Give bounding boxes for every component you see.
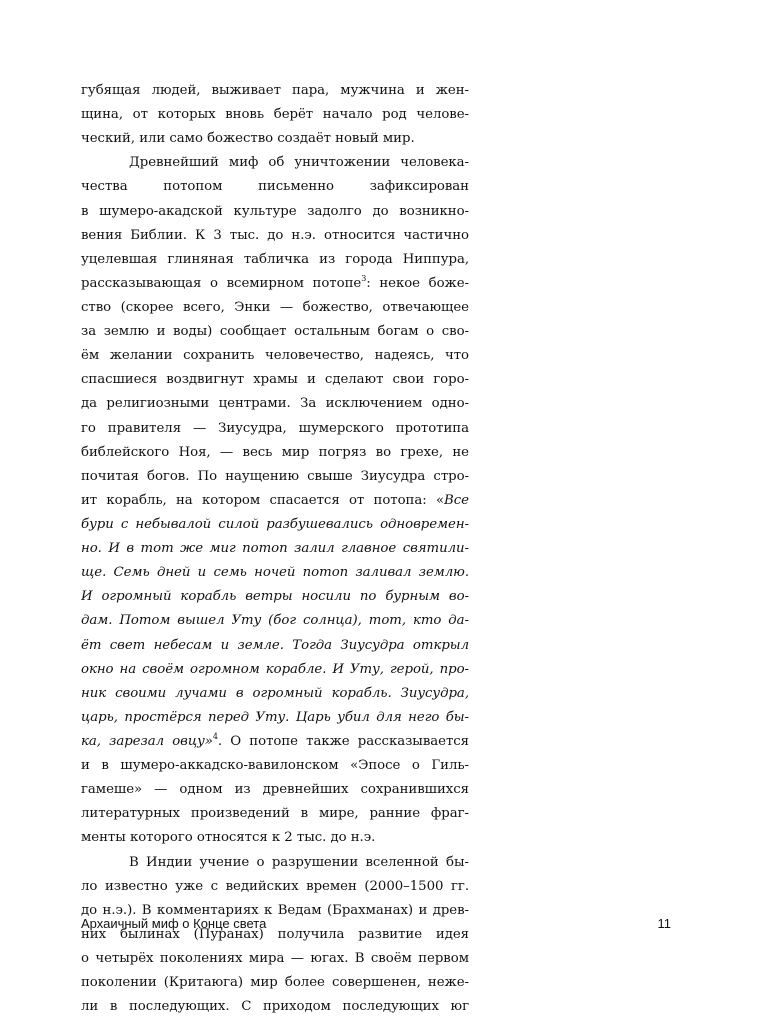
text-line <box>81 441 469 465</box>
line-text: . О потопе также рассказывается <box>218 734 469 749</box>
line-text: в шумеро-акадской культуре задолго до возникно- <box>81 204 469 219</box>
text-line <box>81 151 469 175</box>
line-text: и в шумеро-аккадско-вавилонском «Эпосе о Гиль- <box>81 758 469 773</box>
text-line <box>81 392 469 416</box>
text-line <box>81 224 469 248</box>
text-line <box>81 248 469 272</box>
line-text: И огромный корабль ветры носили по бурным во- <box>81 589 469 604</box>
text-line <box>81 658 469 682</box>
text-line <box>81 706 469 730</box>
line-text: литературных произведений в мире, ранние фраг- <box>81 806 469 821</box>
body-text <box>81 79 469 1019</box>
line-text: рассказывающая о всемирном потопе <box>81 276 361 291</box>
text-line <box>81 320 469 344</box>
text-line <box>81 368 469 392</box>
line-text: ческий, или само божество создаёт новый мир. <box>81 131 415 146</box>
line-text: Древнейший миф об уничтожении человека- <box>129 155 469 170</box>
line-text: ще. Семь дней и семь ночей потоп заливал землю. <box>81 565 469 580</box>
text-line <box>81 200 469 224</box>
line-text: о четырёх поколениях мира — югах. В своём первом <box>81 951 469 966</box>
text-line <box>81 995 469 1019</box>
text-line <box>81 344 469 368</box>
line-text: : некое боже- <box>366 276 469 291</box>
text-line <box>81 417 469 441</box>
text-line <box>81 947 469 971</box>
text-line <box>81 79 469 103</box>
running-title: Архаичный миф о Конце света <box>81 916 266 931</box>
text-line <box>81 851 469 875</box>
text-line <box>81 609 469 633</box>
text-line <box>81 127 469 151</box>
line-text: поколении (Критаюга) мир более совершенен, нeже- <box>81 975 469 990</box>
paragraph <box>81 151 469 850</box>
text-line <box>81 682 469 706</box>
line-text: гамеше» — одном из древнейших сохранившихся <box>81 782 469 797</box>
line-text: В Индии учение о разрушении вселенной бы- <box>129 855 469 870</box>
text-line <box>81 971 469 995</box>
line-text: до н.э.). В комментариях к Ведам (Брахманах) и древ- <box>81 903 469 918</box>
line-text: го правителя — Зиусудра, шумерского прототипа <box>81 421 469 436</box>
line-text: почитая богов. По наущению свыше Зиусудра стро- <box>81 469 469 484</box>
line-text: ли в последующих. С приходом последующих юг <box>81 999 469 1014</box>
footnote-marker[interactable]: 3 <box>361 274 366 283</box>
text-line <box>81 561 469 585</box>
line-text: ёт свет небесам и земле. Тогда Зиусудра открыл <box>81 638 469 653</box>
line-text: вения Библии. К 3 тыс. до н.э. относится частично <box>81 228 469 243</box>
text-line <box>81 489 469 513</box>
line-text: да религиозными центрами. За исключением одно- <box>81 396 469 411</box>
line-text: ит корабль, на котором спасается от потопа: « <box>81 493 444 508</box>
text-line <box>81 296 469 320</box>
line-text: щина, от которых вновь берёт начало род челове- <box>81 107 469 122</box>
text-line <box>81 175 469 199</box>
footnote-marker[interactable]: 4 <box>213 732 218 741</box>
line-text: ник своими лучами в огромный корабль. Зиусудра, <box>81 686 469 701</box>
line-text: дам. Потом вышел Уту (бог солнца), тот, кто да- <box>81 613 469 628</box>
text-line <box>81 875 469 899</box>
line-text: спасшиеся воздвигнут храмы и сделают свои горо- <box>81 372 469 387</box>
line-text: окно на своём огромном корабле. И Уту, герой, про- <box>81 662 469 677</box>
line-text: библейского Ноя, — весь мир погряз во грехе, не <box>81 445 469 460</box>
paragraph <box>81 79 469 151</box>
line-text: за землю и воды) сообщает остальным богам о сво- <box>81 324 469 339</box>
text-line <box>81 826 469 850</box>
line-text: губящая людей, выживает пара, мужчина и жен- <box>81 83 469 98</box>
text-line <box>81 730 469 754</box>
text-line <box>81 754 469 778</box>
line-text: бури с небывалой силой разбушевались одновремен- <box>81 517 469 532</box>
line-text: ём желании сохранить человечество, надеясь, что <box>81 348 469 363</box>
line-text: но. И в тот же миг потоп залил главное святили- <box>81 541 469 556</box>
paragraph <box>81 851 469 1019</box>
text-line <box>81 103 469 127</box>
quote-text: ка, зарезал овцу» <box>81 734 213 749</box>
line-text: них былинах (Пуранах) получила развитие идея <box>81 927 469 942</box>
text-line <box>81 513 469 537</box>
line-text: уцелевшая глиняная табличка из города Ниппура, <box>81 252 469 267</box>
line-text: царь, простёрся перед Уту. Царь убил для него бы- <box>81 710 469 725</box>
text-line <box>81 778 469 802</box>
line-text: ло известно уже с ведийских времен (2000–1500 гг. <box>81 879 469 894</box>
text-line <box>81 585 469 609</box>
text-line <box>81 537 469 561</box>
line-text: чества потопом письменно зафиксирован <box>81 179 469 194</box>
page-number: 11 <box>658 916 672 931</box>
line-text: ство (скорее всего, Энки — божество, отвечающее <box>81 300 469 315</box>
line-text: менты которого относятся к 2 тыс. до н.э. <box>81 830 375 845</box>
text-line <box>81 802 469 826</box>
quote-text: Все <box>444 493 469 508</box>
text-line <box>81 272 469 296</box>
text-line <box>81 465 469 489</box>
text-line <box>81 634 469 658</box>
